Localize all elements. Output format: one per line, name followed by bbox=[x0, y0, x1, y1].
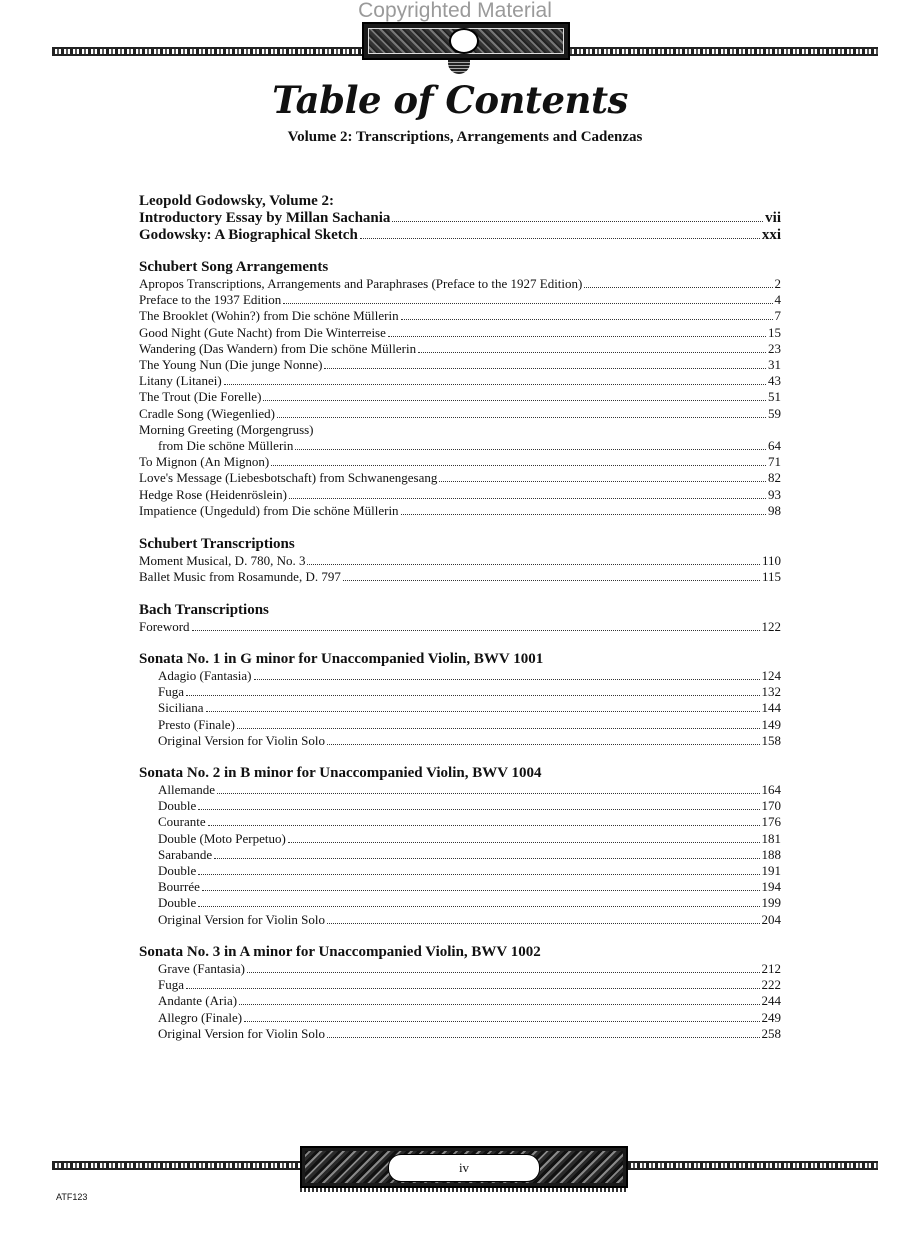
toc-entry[interactable]: Original Version for Violin Solo 258 bbox=[158, 1025, 781, 1041]
toc-bach bbox=[139, 602, 781, 635]
toc-entry[interactable]: Introductory Essay by Millan Sachania vii bbox=[139, 210, 781, 226]
toc-entry[interactable]: Fuga 222 bbox=[158, 977, 781, 993]
toc-schubert-songs bbox=[139, 259, 781, 519]
top-ornament bbox=[362, 22, 570, 60]
toc-entry[interactable]: Cradle Song (Wiegenlied) 59 bbox=[139, 405, 781, 421]
section-heading: Sonata No. 1 in G minor for Unaccompanied Violin, BWV 1001 bbox=[139, 651, 544, 667]
toc-entry[interactable]: Ballet Music from Rosamunde, D. 797 115 bbox=[139, 569, 781, 585]
section-heading: Leopold Godowsky, Volume 2: bbox=[139, 193, 335, 209]
toc-entry[interactable]: Courante 176 bbox=[158, 814, 781, 830]
toc-entry[interactable]: Presto (Finale) 149 bbox=[158, 716, 781, 732]
toc-entry[interactable]: Fuga 132 bbox=[158, 684, 781, 700]
toc-entry[interactable]: Foreword 122 bbox=[139, 619, 781, 634]
crest-icon bbox=[449, 28, 479, 54]
toc-entry[interactable]: To Mignon (An Mignon) 71 bbox=[139, 454, 781, 470]
bottom-ornament bbox=[300, 1146, 628, 1188]
toc-entry[interactable]: Adagio (Fantasia) 124 bbox=[158, 668, 781, 683]
page-subtitle: Volume 2: Transcriptions, Arrangements and Cadenzas bbox=[287, 129, 643, 145]
toc-entry[interactable]: Sarabande 188 bbox=[158, 846, 781, 862]
toc-sonata-2 bbox=[139, 765, 781, 928]
toc-entry[interactable]: The Young Nun (Die junge Nonne) 31 bbox=[139, 357, 781, 373]
toc-entry[interactable]: Allemande 164 bbox=[158, 782, 781, 797]
toc-sonata-3 bbox=[139, 944, 781, 1042]
toc-entry[interactable]: Allegro (Finale) 249 bbox=[158, 1009, 781, 1025]
toc-entry[interactable]: Original Version for Violin Solo 204 bbox=[158, 911, 781, 927]
section-heading: Schubert Transcriptions bbox=[139, 536, 295, 552]
toc-entry[interactable]: Impatience (Ungeduld) from Die schöne Müllerin 98 bbox=[139, 502, 781, 518]
toc-entry[interactable]: Andante (Aria) 244 bbox=[158, 993, 781, 1009]
toc-entry[interactable]: Siciliana 144 bbox=[158, 700, 781, 716]
toc-entry[interactable]: Double 199 bbox=[158, 895, 781, 911]
section-heading: Bach Transcriptions bbox=[139, 602, 269, 618]
toc-entry[interactable]: Apropos Transcriptions, Arrangements and Paraphrases (Preface to the 1927 Edition) 2 bbox=[139, 276, 781, 291]
toc-entry[interactable]: Preface to the 1937 Edition 4 bbox=[139, 292, 781, 308]
section-heading: Sonata No. 2 in B minor for Unaccompanied Violin, BWV 1004 bbox=[139, 765, 542, 781]
watermark: Copyrighted Material bbox=[358, 0, 552, 22]
toc-intro bbox=[139, 193, 781, 244]
toc-entry-line[interactable]: Morning Greeting (Morgengruss) bbox=[139, 421, 314, 437]
toc-entry[interactable]: Grave (Fantasia) 212 bbox=[158, 961, 781, 976]
toc-schubert-transcriptions bbox=[139, 536, 781, 585]
section-heading: Sonata No. 3 in A minor for Unaccompanied Violin, BWV 1002 bbox=[139, 944, 541, 960]
toc-entry[interactable]: Moment Musical, D. 780, No. 3 110 bbox=[139, 553, 781, 568]
toc-entry[interactable]: Godowsky: A Biographical Sketch xxi bbox=[139, 227, 781, 243]
toc-entry[interactable]: Double 191 bbox=[158, 863, 781, 879]
toc-entry[interactable]: Hedge Rose (Heidenröslein) 93 bbox=[139, 486, 781, 502]
toc-entry[interactable]: Wandering (Das Wandern) from Die schöne Müllerin 23 bbox=[139, 340, 781, 356]
toc-sonata-1 bbox=[139, 651, 781, 749]
section-heading: Schubert Song Arrangements bbox=[139, 259, 329, 275]
page-number: iv bbox=[388, 1154, 540, 1182]
toc-entry[interactable]: Double (Moto Perpetuo) 181 bbox=[158, 830, 781, 846]
toc-entry[interactable]: Double 170 bbox=[158, 798, 781, 814]
toc-entry[interactable]: Love's Message (Liebesbotschaft) from Schwanengesang 82 bbox=[139, 470, 781, 486]
page-title: Table of Contents bbox=[272, 78, 628, 122]
toc-entry[interactable]: from Die schöne Müllerin 64 bbox=[158, 438, 781, 454]
toc-entry[interactable]: The Brooklet (Wohin?) from Die schöne Müllerin 7 bbox=[139, 308, 781, 324]
bottom-ornament-fringe bbox=[300, 1188, 628, 1192]
toc-entry[interactable]: Litany (Litanei) 43 bbox=[139, 373, 781, 389]
pendant-ornament bbox=[448, 60, 470, 74]
toc-entry[interactable]: Bourrée 194 bbox=[158, 879, 781, 895]
toc-entry[interactable]: Original Version for Violin Solo 158 bbox=[158, 732, 781, 748]
catalog-code: ATF123 bbox=[56, 1192, 88, 1202]
toc-entry[interactable]: Good Night (Gute Nacht) from Die Winterreise 15 bbox=[139, 324, 781, 340]
toc-entry[interactable]: The Trout (Die Forelle) 51 bbox=[139, 389, 781, 405]
